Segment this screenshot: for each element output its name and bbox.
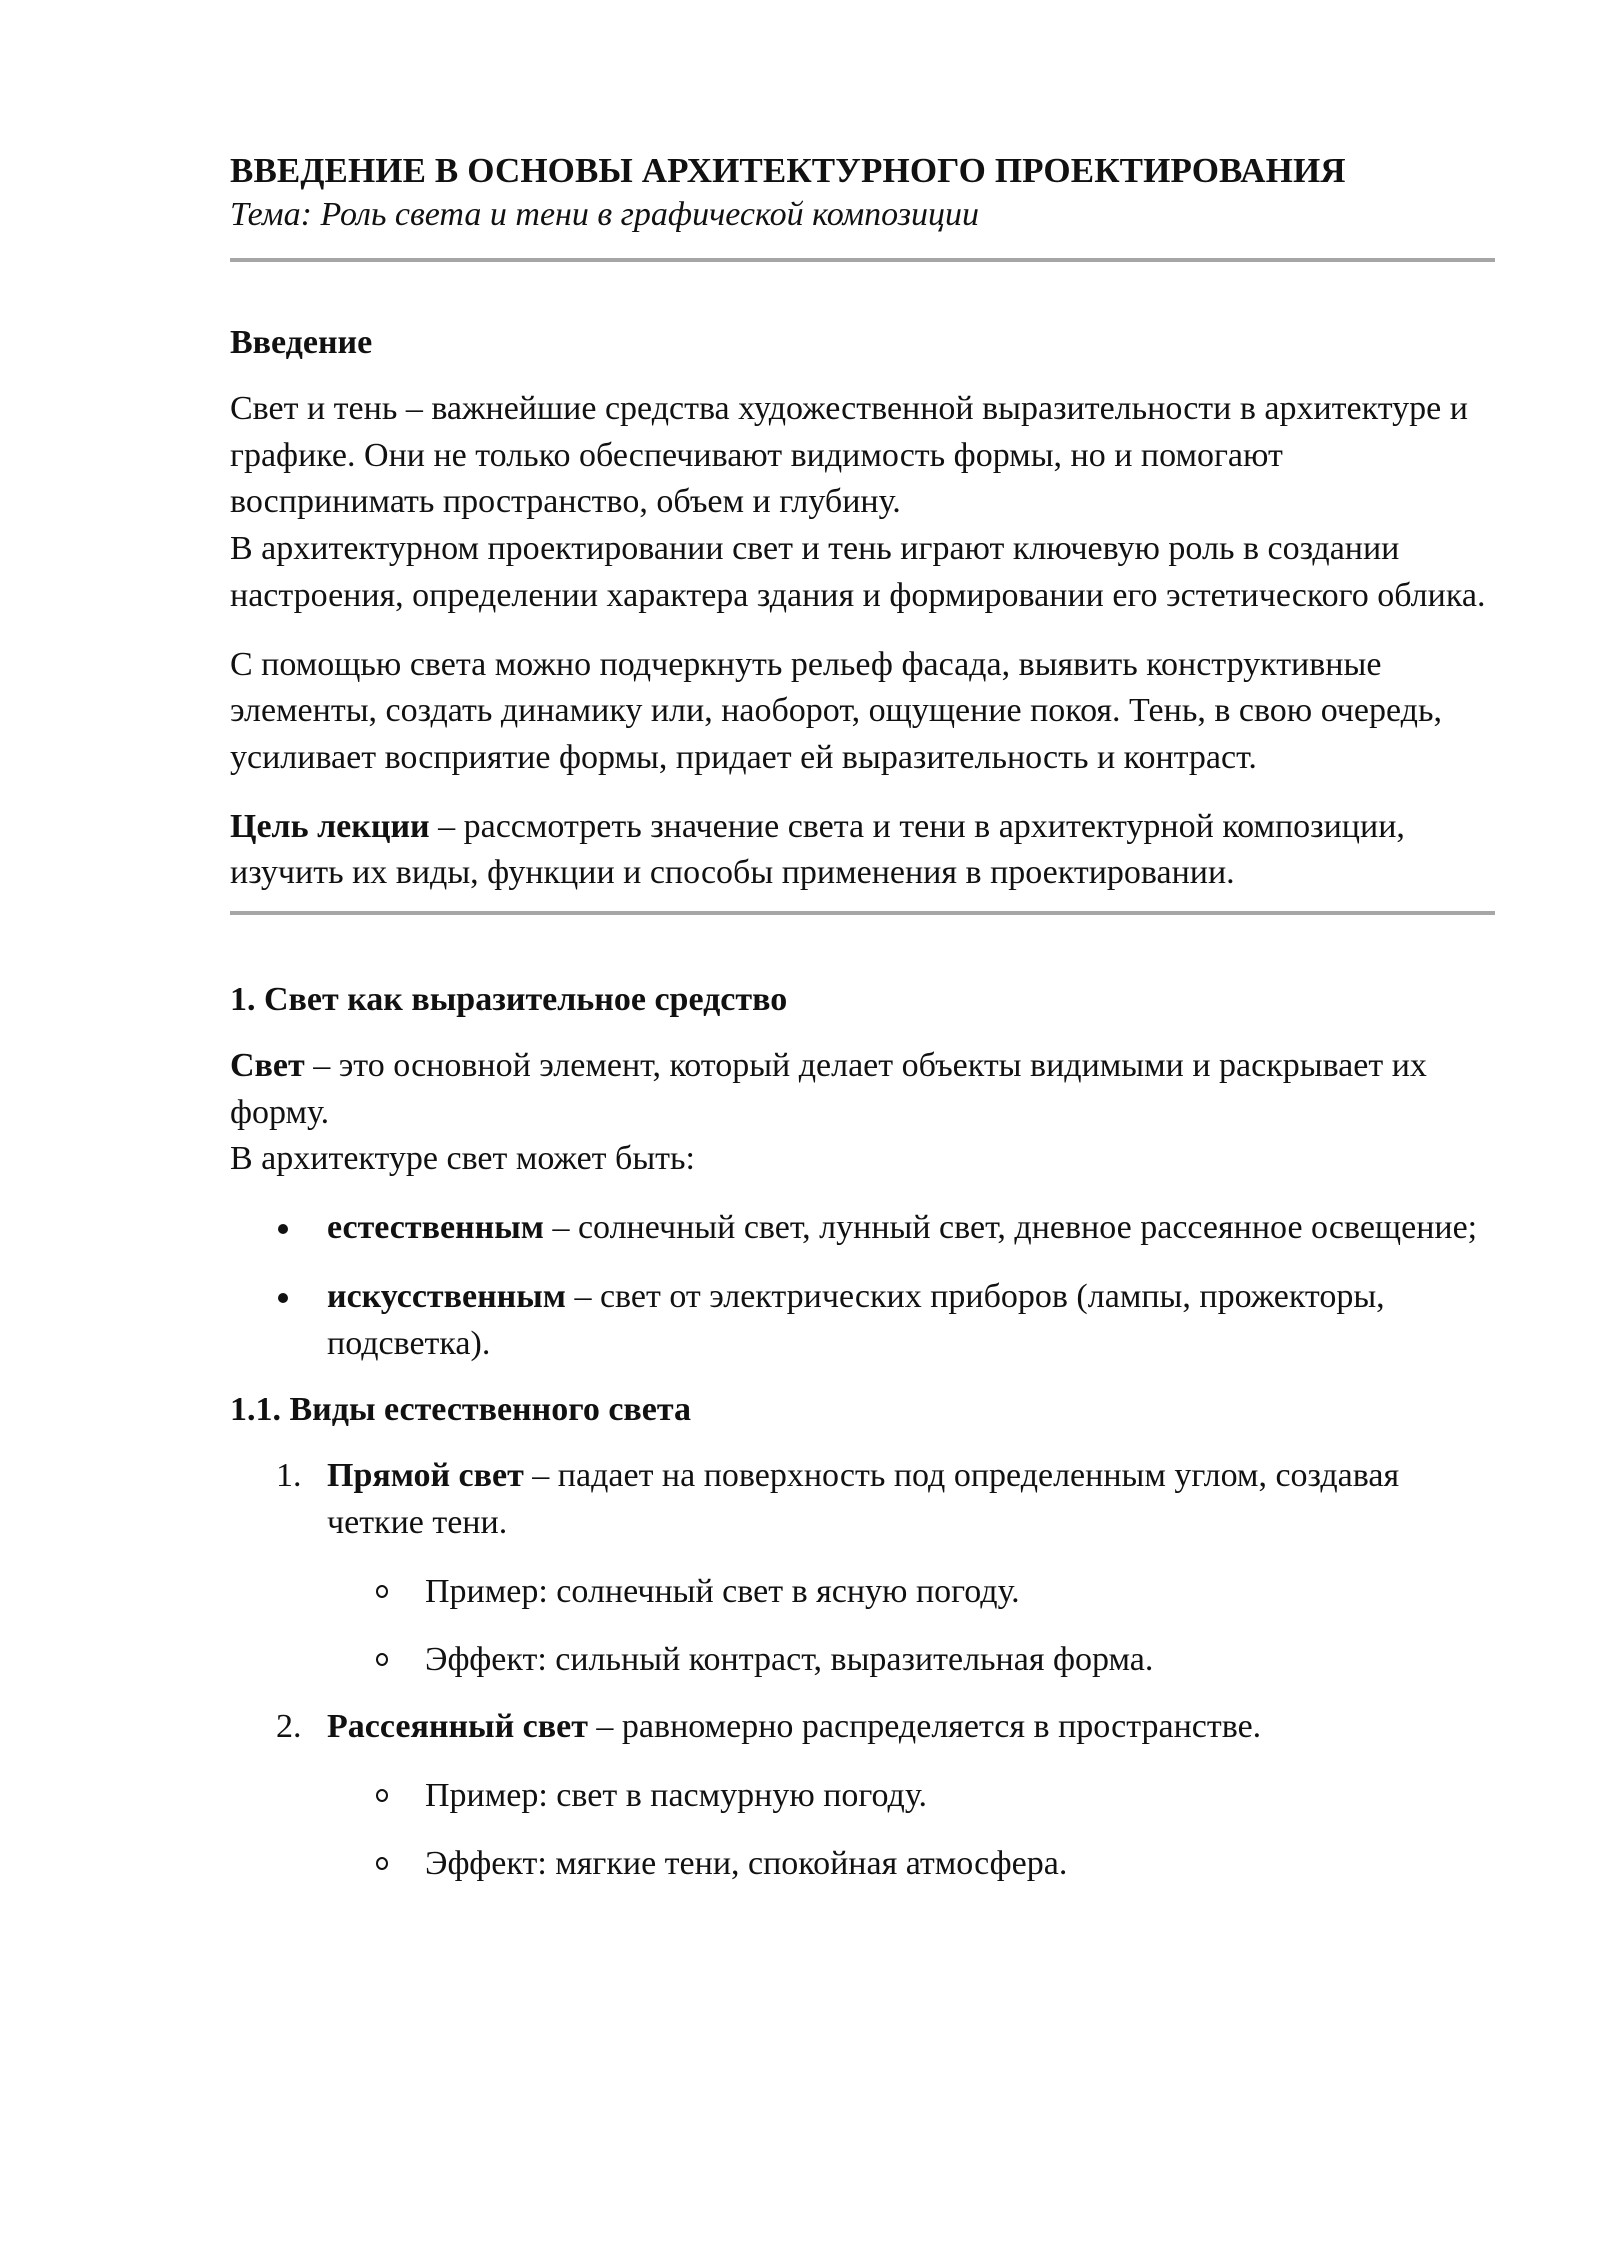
light-type-text: – свет от электрических приборов (лампы, прожекторы, подсветка).	[327, 1277, 1385, 1362]
intro-paragraph-1-text: Свет и тень – важнейшие средства художественной выразительности в архитектуре и графике. Они не только обеспечивают видимость формы, но и помогают воспринимать пространство, объем и глубину.	[230, 390, 1468, 521]
list-item	[230, 1274, 1495, 1367]
sub-list	[230, 1773, 1495, 1888]
bullet-icon	[278, 1293, 288, 1303]
sub-list-item	[230, 1773, 1495, 1820]
intro-paragraph-1-continuation: В архитектурном проектировании свет и тень играют ключевую роль в создании настроения, определении характера здания и формировании его эстетического облика.	[230, 530, 1486, 614]
document-title: ВВЕДЕНИЕ В ОСНОВЫ АРХИТЕКТУРНОГО ПРОЕКТИРОВАНИЯ	[230, 151, 1346, 190]
light-type-term: искусственным	[327, 1277, 566, 1315]
list-number: 2.	[276, 1708, 302, 1746]
list-item	[230, 1704, 1495, 1888]
natural-light-text: – падает на поверхность под определенным углом, создавая четкие тени.	[327, 1457, 1400, 1541]
circle-bullet-icon	[376, 1789, 388, 1802]
light-types-list	[230, 1205, 1495, 1367]
circle-bullet-icon	[376, 1653, 388, 1666]
natural-light-text: – равномерно распределяется в пространстве.	[587, 1708, 1262, 1746]
natural-light-types-list	[230, 1453, 1495, 1888]
intro-paragraph-1	[230, 386, 1495, 620]
natural-light-term: Прямой свет	[327, 1457, 524, 1495]
light-definition-paragraph	[230, 1043, 1495, 1183]
lecture-goal-text: – рассмотреть значение света и тени в архитектурной композиции, изучить их виды, функции и способы применения в проектировании.	[230, 807, 1405, 892]
sub-list-item	[230, 1569, 1495, 1616]
list-number: 1.	[276, 1457, 302, 1495]
section-heading-1-1: 1.1. Виды естественного света	[230, 1391, 691, 1429]
sub-list-item-text: Пример: солнечный свет в ясную погоду.	[425, 1572, 1020, 1610]
horizontal-rule	[230, 911, 1495, 915]
light-definition-text: – это основной элемент, который делает объекты видимыми и раскрывает их форму.	[230, 1047, 1427, 1131]
circle-bullet-icon	[376, 1857, 388, 1870]
bullet-icon	[278, 1224, 288, 1234]
sub-list	[230, 1569, 1495, 1684]
section-heading-1: 1. Свет как выразительное средство	[230, 981, 788, 1019]
light-definition-term: Свет	[230, 1047, 305, 1085]
light-type-text: – солнечный свет, лунный свет, дневное рассеянное освещение;	[543, 1209, 1478, 1247]
natural-light-term: Рассеянный свет	[327, 1708, 588, 1746]
intro-paragraph-2: С помощью света можно подчеркнуть рельеф фасада, выявить конструктивные элементы, создать динамику или, наоборот, ощущение покоя. Тень, в свою очередь, усиливает восприятие формы, придает ей выразительность и контраст.	[230, 645, 1442, 776]
light-type-term: естественным	[327, 1209, 544, 1247]
sub-list-item	[230, 1637, 1495, 1684]
list-item	[230, 1205, 1495, 1252]
horizontal-rule	[230, 258, 1495, 262]
light-types-intro: В архитектуре свет может быть:	[230, 1140, 695, 1178]
document-page	[230, 150, 1495, 1888]
lecture-goal-label: Цель лекции	[230, 807, 430, 845]
sub-list-item	[230, 1841, 1495, 1888]
section-heading-intro: Введение	[230, 324, 373, 361]
document-subtitle: Тема: Роль света и тени в графической композиции	[230, 196, 979, 233]
list-item	[230, 1453, 1495, 1684]
lecture-goal-paragraph	[230, 804, 1495, 897]
sub-list-item-text: Эффект: сильный контраст, выразительная форма.	[425, 1641, 1154, 1679]
circle-bullet-icon	[376, 1585, 388, 1598]
sub-list-item-text: Эффект: мягкие тени, спокойная атмосфера.	[425, 1845, 1068, 1883]
sub-list-item-text: Пример: свет в пасмурную погоду.	[425, 1776, 927, 1814]
